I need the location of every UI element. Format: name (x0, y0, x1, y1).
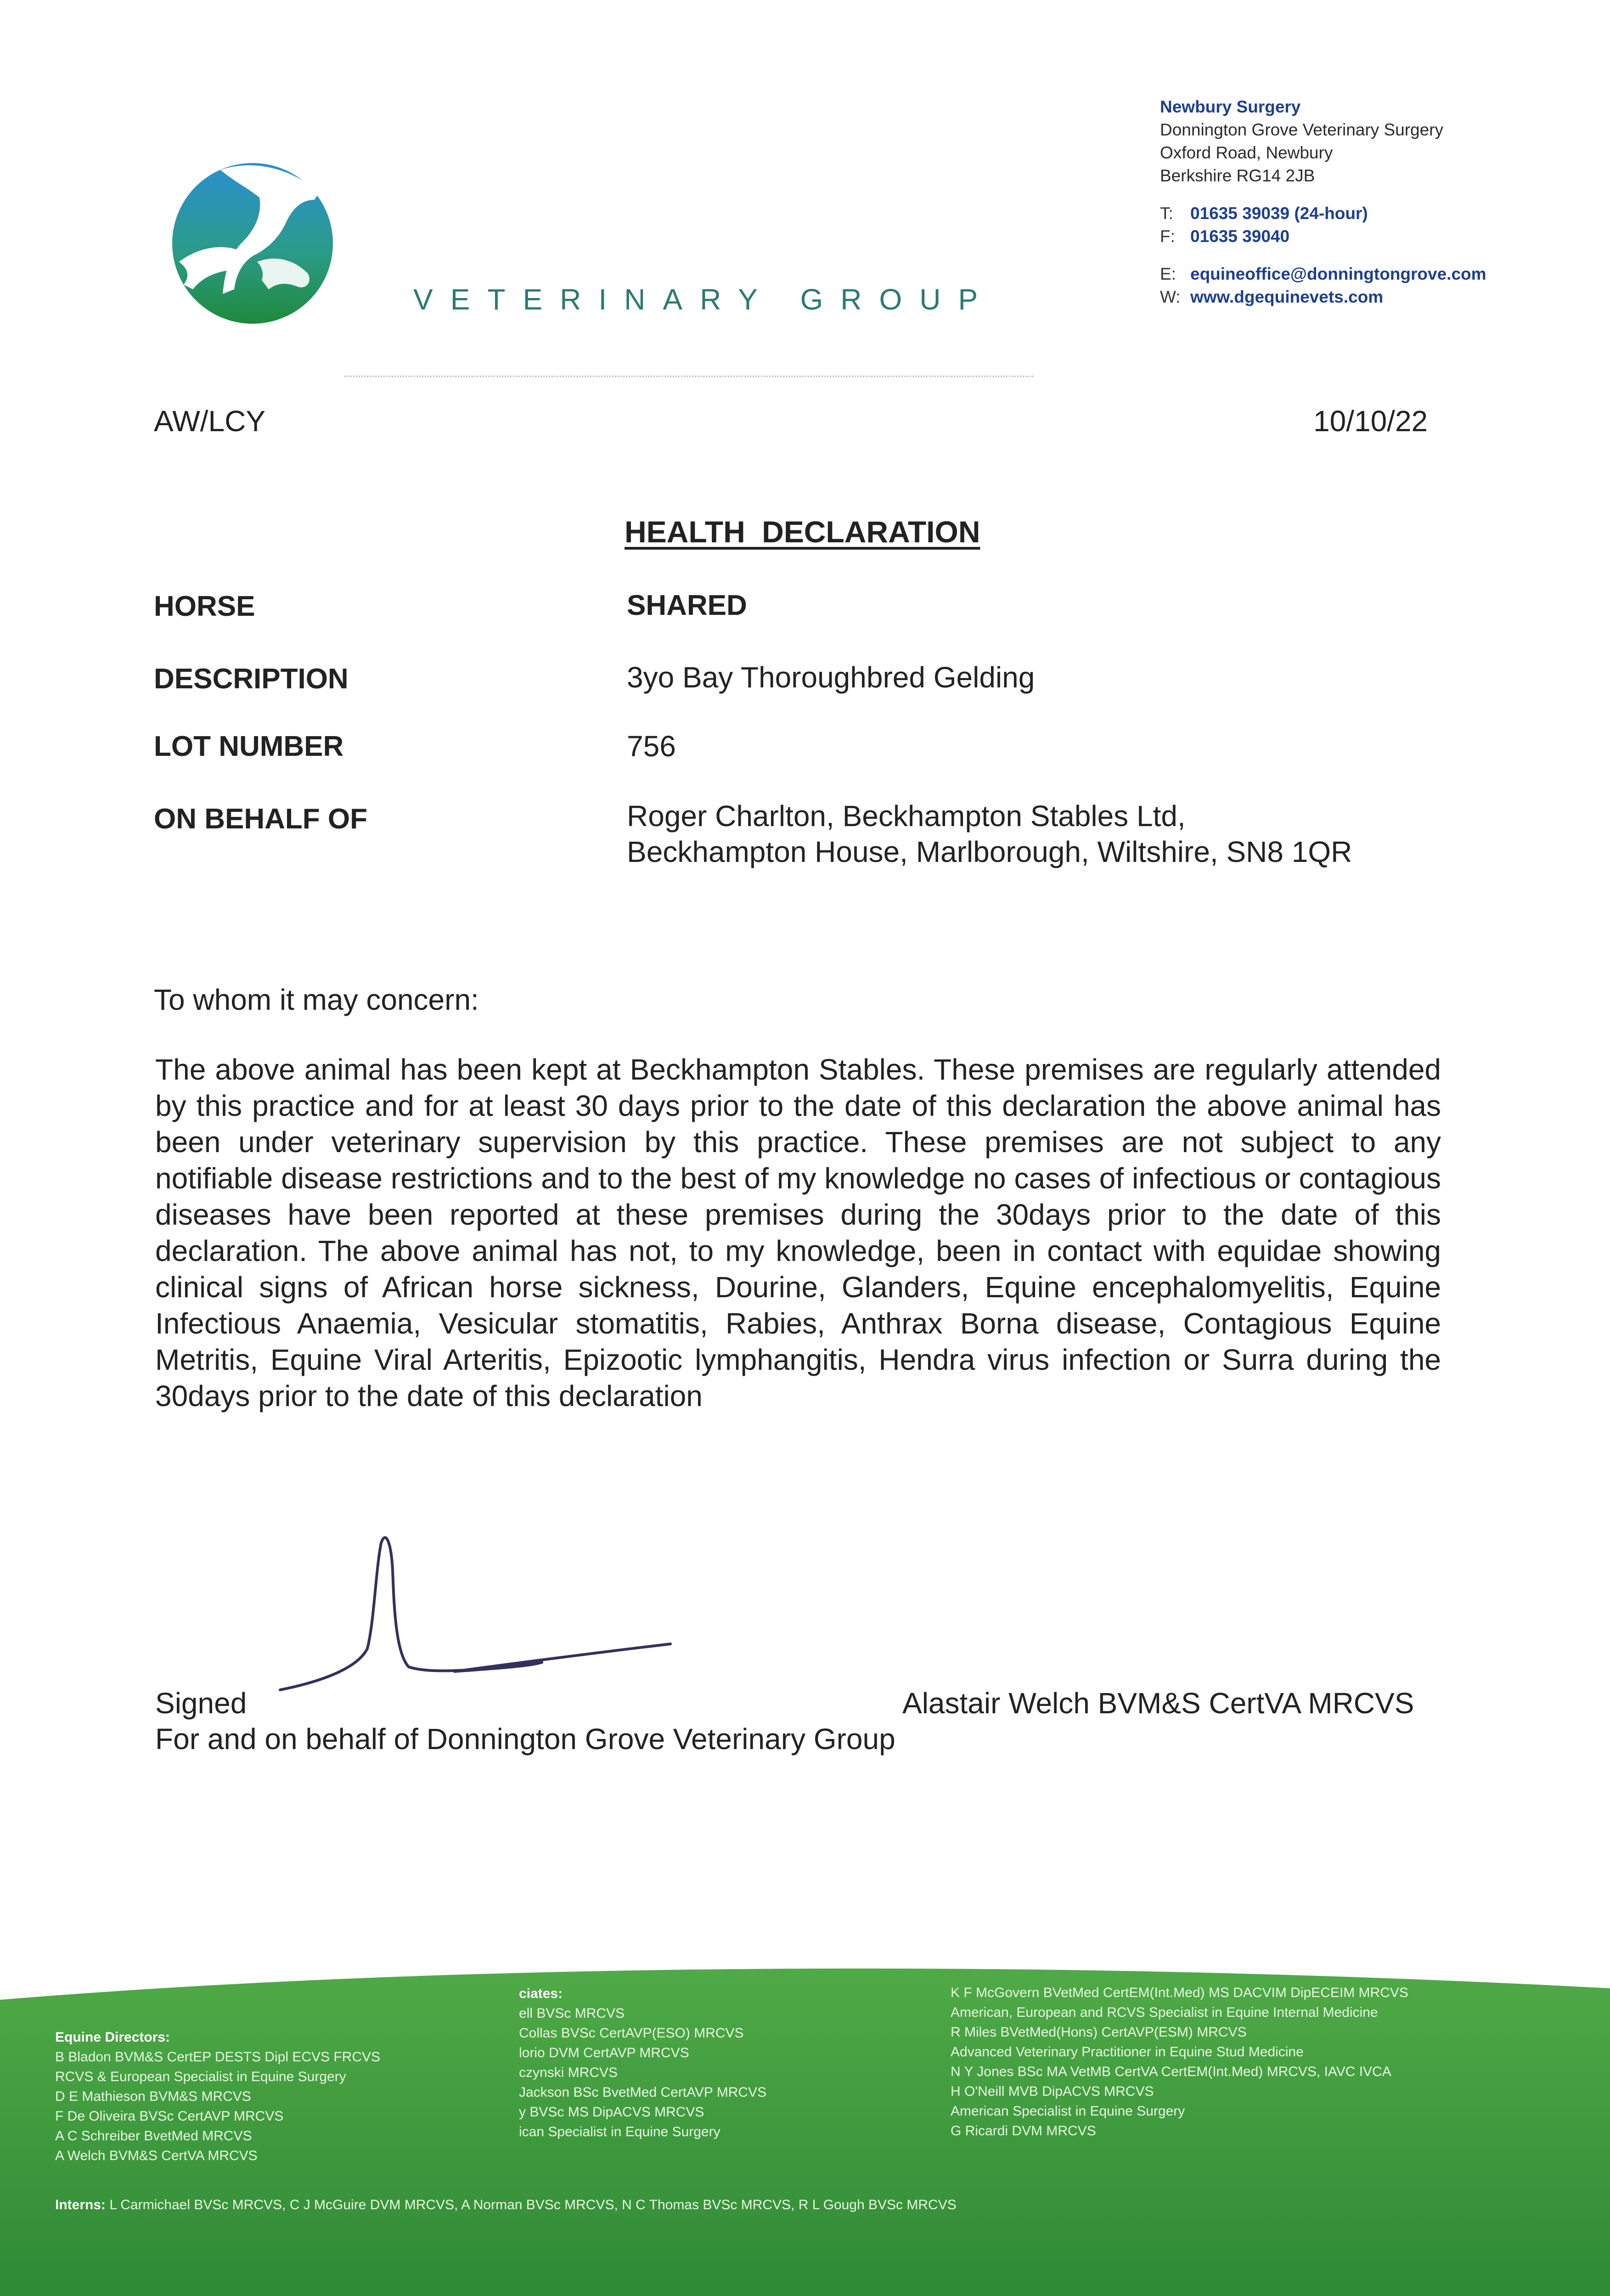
web-row (1160, 286, 1486, 309)
surgery-address-block (1160, 96, 1486, 309)
director-item: RCVS & European Specialist in Equine Surgery (55, 2069, 346, 2084)
associate-item: ican Specialist in Equine Surgery (519, 2124, 721, 2139)
email-link[interactable]: equineoffice@donningtongrove.com (1190, 264, 1486, 283)
directors-heading: Equine Directors: (55, 2030, 170, 2045)
fax-number: 01635 39040 (1190, 227, 1290, 246)
signer-name: Alastair Welch BVM&S CertVA MRCVS (902, 1687, 1414, 1720)
director-item: A Welch BVM&S CertVA MRCVS (55, 2148, 258, 2163)
fax-row (1160, 225, 1486, 248)
web-label: W: (1160, 287, 1181, 306)
lot-number-label: LOT NUMBER (154, 731, 344, 762)
consultant-item: American, European and RCVS Specialist in Equine Internal Medicine (951, 2005, 1378, 2020)
consultant-item: H O'Neill MVB DipACVS MRCVS (951, 2084, 1154, 2099)
associates-heading: ciates: (519, 1986, 563, 2001)
on-behalf-label: ON BEHALF OF (154, 803, 367, 835)
consultant-item: American Specialist in Equine Surgery (951, 2104, 1185, 2119)
letter-date: 10/10/22 (1313, 405, 1428, 438)
address-line-3: Berkshire RG14 2JB (1160, 166, 1315, 185)
description-value: 3yo Bay Thoroughbred Gelding (627, 661, 1035, 694)
associates-list (519, 1984, 766, 2142)
consultants-list (951, 1983, 1408, 2141)
consultant-item: K F McGovern BVetMed CertEM(Int.Med) MS DACVIM DipECEIM MRCVS (951, 1985, 1408, 2000)
phone-number[interactable]: 01635 39039 (24-hour) (1190, 204, 1368, 223)
horse-value: SHARED (627, 590, 747, 621)
director-item: A C Schreiber BvetMed MRCVS (55, 2128, 252, 2144)
associate-item: czynski MRCVS (519, 2065, 618, 2080)
consultant-item: G Ricardi DVM MRCVS (951, 2123, 1096, 2138)
description-label: DESCRIPTION (154, 663, 349, 695)
fax-label: F: (1160, 227, 1175, 246)
consultant-item: Advanced Veterinary Practitioner in Equine Stud Medicine (951, 2044, 1304, 2060)
surgery-name: Newbury Surgery (1160, 97, 1301, 116)
phone-row (1160, 202, 1486, 225)
address-line-2: Oxford Road, Newbury (1160, 143, 1333, 162)
document-title: HEALTH DECLARATION (625, 515, 980, 549)
veterinary-group-logo (170, 156, 344, 331)
consultant-item: R Miles BVetMed(Hons) CertAVP(ESM) MRCVS (951, 2025, 1247, 2040)
interns-label: Interns: (55, 2197, 106, 2212)
on-behalf-footer: For and on behalf of Donnington Grove Veterinary Group (155, 1722, 895, 1756)
directors-list (55, 2027, 380, 2166)
associate-item: Collas BVSc CertAVP(ESO) MRCVS (519, 2026, 744, 2041)
salutation: To whom it may concern: (154, 983, 479, 1016)
interns-line (55, 2195, 957, 2215)
on-behalf-line-1: Roger Charlton, Beckhampton Stables Ltd, (627, 799, 1186, 833)
reference-code: AW/LCY (154, 405, 265, 438)
phone-label: T: (1160, 204, 1173, 223)
director-item: F De Oliveira BVSc CertAVP MRCVS (55, 2109, 284, 2124)
associate-item: ell BVSc MRCVS (519, 2006, 625, 2021)
declaration-body: The above animal has been kept at Beckhampton Stables. These premises are regularly attended by this practice and for at least 30 days prior to the date of this declaration the above animal has been under veterinary supervision by this practice. These premises are not subject to any notifiable disease restrictions and to the best of my knowledge no cases of infectious or contagious diseases have been reported at these premises during the 30days prior to the date of this declaration. The above animal has not, to my knowledge, been in contact with equidae showing clinical signs of African horse sickness, Dourine, Glanders, Equine encephalomyelitis, Equine Infectious Anaemia, Vesicular stomatitis, Rabies, Anthrax Borna disease, Contagious Equine Metritis, Equine Viral Arteritis, Epizootic lymphangitis, Hendra virus infection or Surra during the 30days prior to the date of this declaration (155, 1053, 1441, 1412)
signed-label: Signed (155, 1687, 247, 1720)
address-line-1: Donnington Grove Veterinary Surgery (1160, 120, 1444, 139)
associate-item: Jackson BSc BvetMed CertAVP MRCVS (519, 2085, 767, 2100)
horse-label: HORSE (154, 591, 255, 622)
on-behalf-line-2: Beckhampton House, Marlborough, Wiltshire, SN8 1QR (627, 835, 1352, 868)
lot-number-value: 756 (627, 730, 676, 763)
associate-item: lorio DVM CertAVP MRCVS (519, 2045, 689, 2060)
website-link[interactable]: www.dgequinevets.com (1190, 287, 1384, 306)
consultant-item: N Y Jones BSc MA VetMB CertVA CertEM(Int.Med) MRCVS, IAVC IVCA (951, 2064, 1391, 2079)
brand-text: VETERINARY GROUP (413, 283, 996, 316)
header-divider (344, 376, 1033, 377)
interns-names: L Carmichael BVSc MRCVS, C J McGuire DVM MRCVS, A Norman BVSc MRCVS, N C Thomas BVSc MRCVS, R L Gough BVSc MRCVS (109, 2197, 957, 2212)
email-row (1160, 263, 1486, 286)
email-label: E: (1160, 264, 1176, 283)
director-item: B Bladon BVM&S CertEP DESTS Dipl ECVS FRCVS (55, 2049, 381, 2065)
director-item: D E Mathieson BVM&S MRCVS (55, 2089, 251, 2104)
signature-image (271, 1529, 675, 1722)
associate-item: y BVSc MS DipACVS MRCVS (519, 2105, 704, 2120)
